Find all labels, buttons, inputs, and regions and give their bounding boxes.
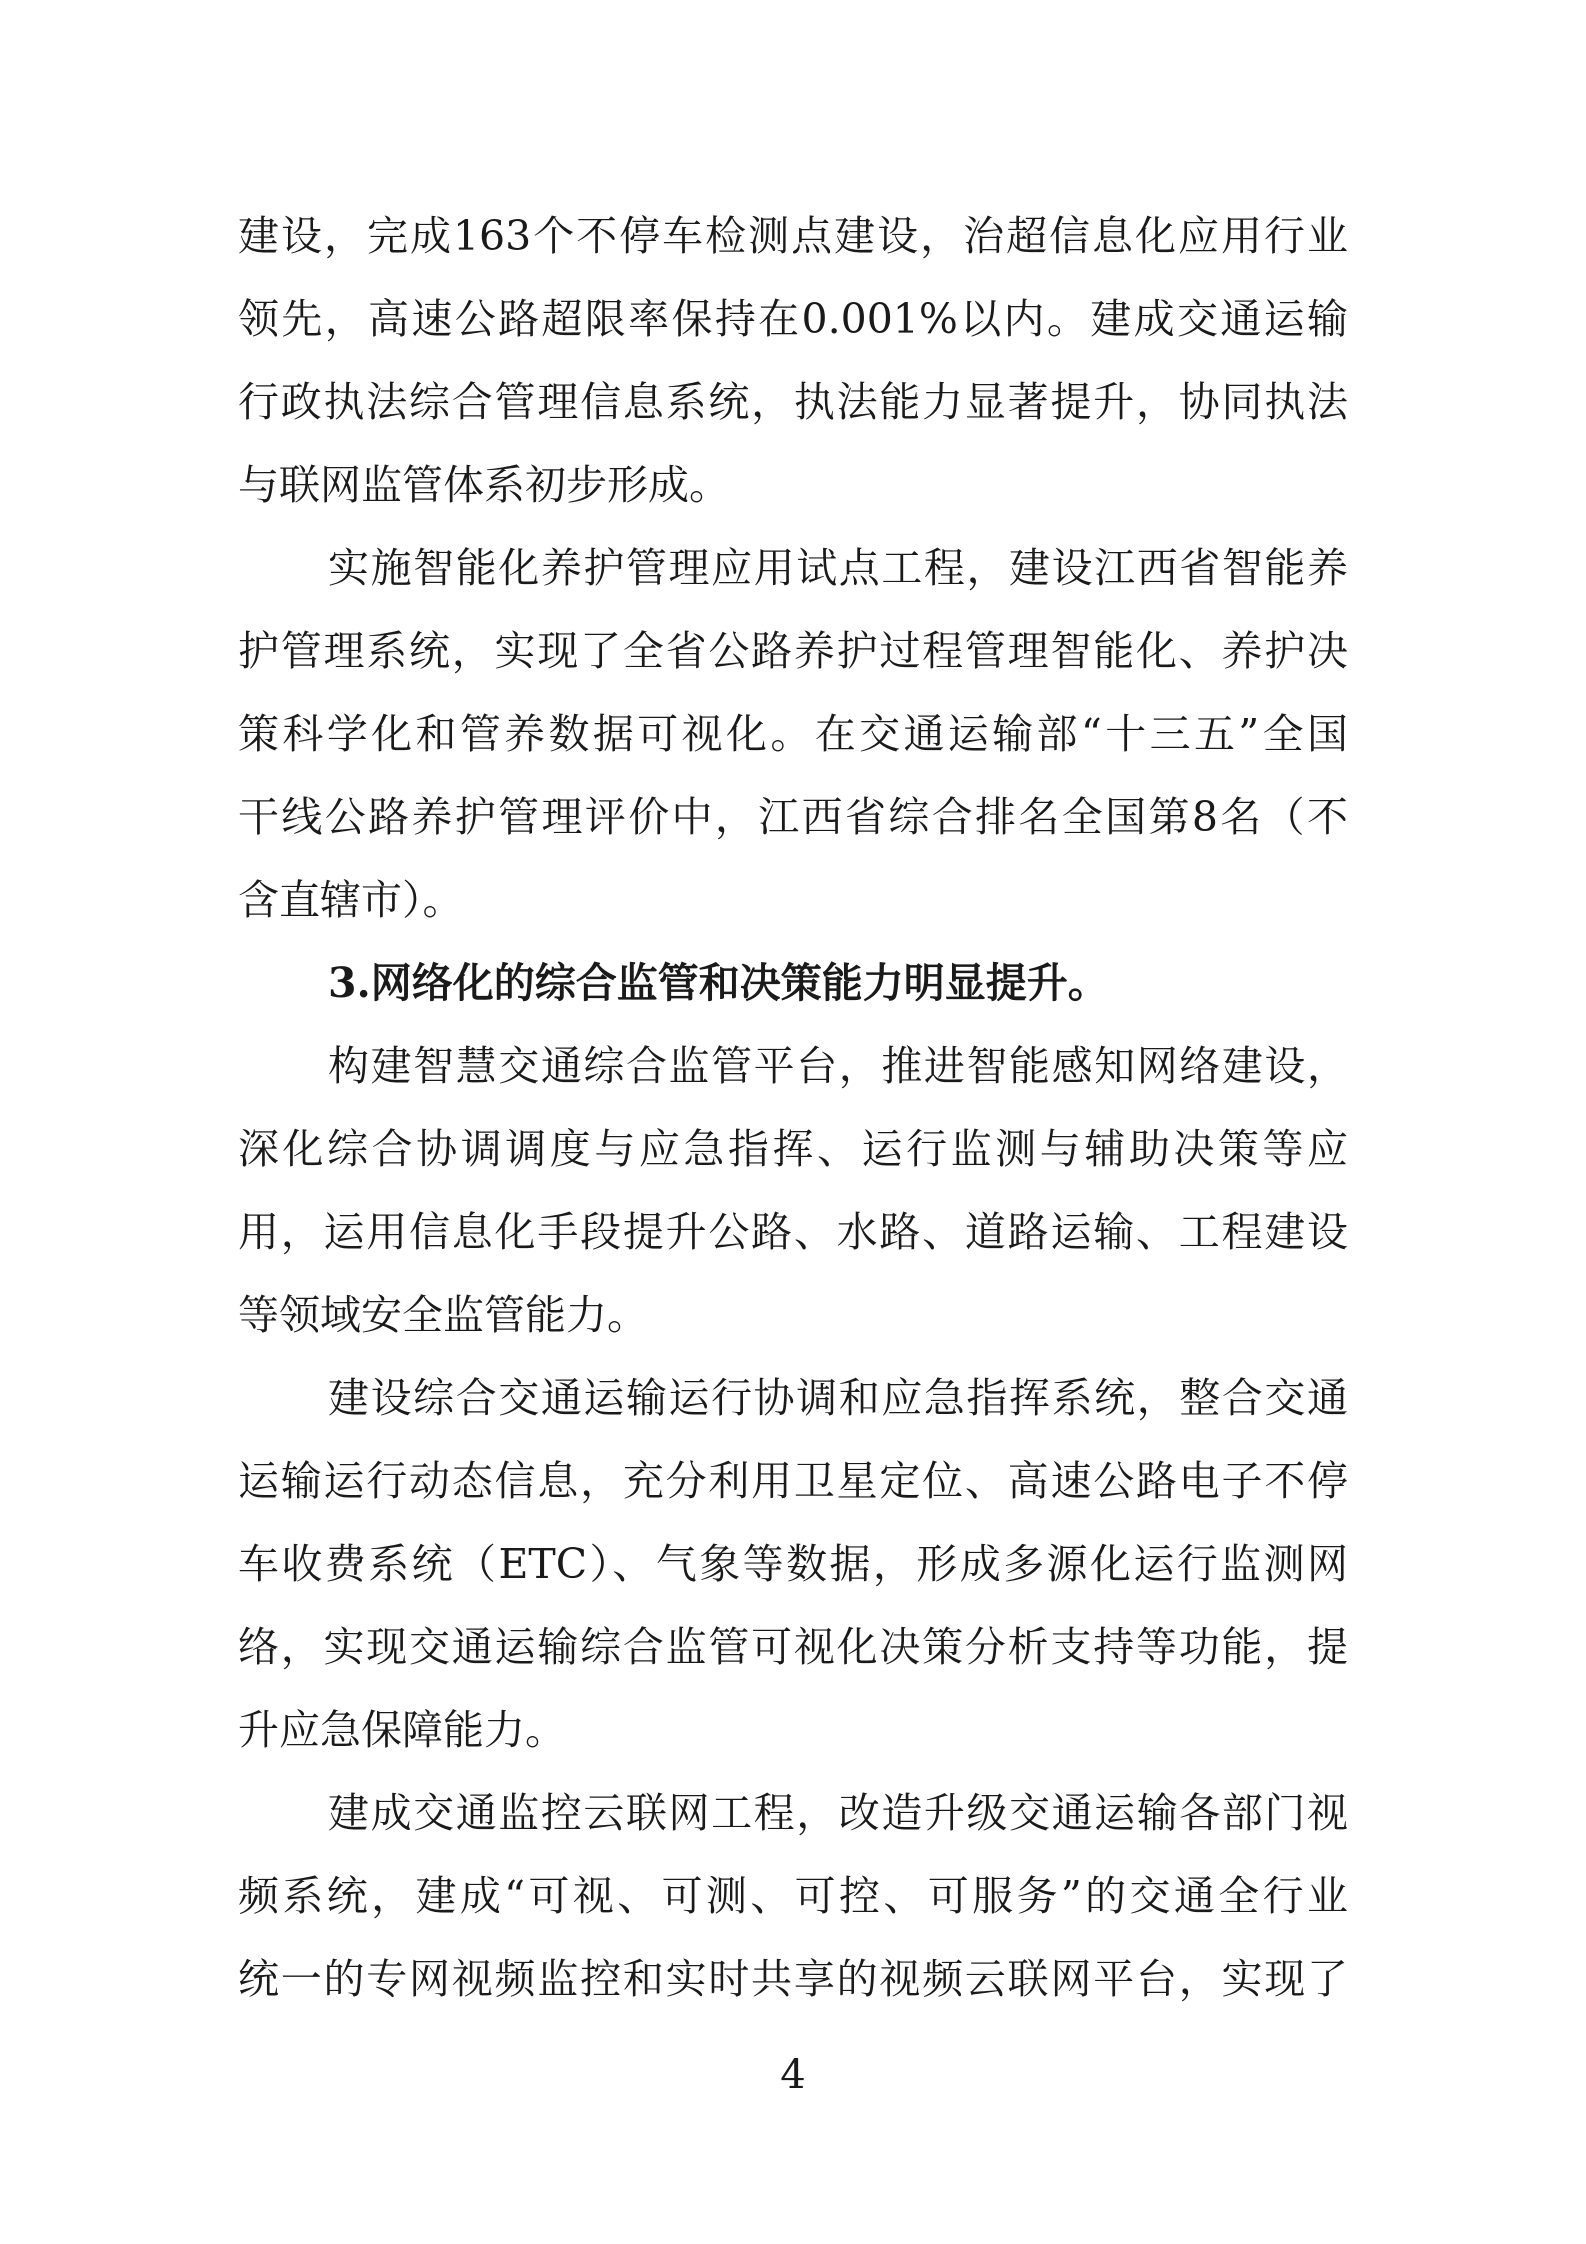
paragraph-line: 建设，完成163个不停车检测点建设，治超信息化应用行业 <box>238 212 1348 260</box>
page-number: 4 <box>780 2052 806 2098</box>
paragraph-line: 行政执法综合管理信息系统，执法能力显著提升，协同执法 <box>238 378 1348 426</box>
paragraph-line: 领先，高速公路超限率保持在0.001%以内。建成交通运输 <box>238 295 1348 343</box>
paragraph-line: 升应急保障能力。 <box>238 1706 566 1754</box>
paragraph-line: 策科学化和管养数据可视化。在交通运输部“十三五”全国 <box>238 710 1348 758</box>
paragraph-line: 深化综合协调调度与应急指挥、运行监测与辅助决策等应 <box>238 1125 1348 1173</box>
paragraph-line: 含直辖市）。 <box>238 876 464 924</box>
paragraph-line: 与联网监管体系初步形成。 <box>238 461 730 509</box>
paragraph-line: 统一的专网视频监控和实时共享的视频云联网平台，实现了 <box>238 1955 1348 2003</box>
paragraph-line: 构建智慧交通综合监管平台，推进智能感知网络建设， <box>328 1042 1348 1090</box>
paragraph-line: 车收费系统（ETC）、气象等数据，形成多源化运行监测网 <box>238 1540 1348 1588</box>
paragraph-line: 用，运用信息化手段提升公路、水路、道路运输、工程建设 <box>238 1208 1348 1256</box>
paragraph-line: 实施智能化养护管理应用试点工程，建设江西省智能养 <box>328 544 1348 592</box>
paragraph-line: 干线公路养护管理评价中，江西省综合排名全国第8名（不 <box>238 793 1348 841</box>
paragraph-line: 等领域安全监管能力。 <box>238 1291 648 1339</box>
section-heading: 3.网络化的综合监管和决策能力明显提升。 <box>328 959 1109 1007</box>
paragraph-line: 运输运行动态信息，充分利用卫星定位、高速公路电子不停 <box>238 1457 1348 1505</box>
paragraph-line: 建成交通监控云联网工程，改造升级交通运输各部门视 <box>328 1789 1348 1837</box>
paragraph-line: 络，实现交通运输综合监管可视化决策分析支持等功能，提 <box>238 1623 1348 1671</box>
paragraph-line: 频系统，建成“可视、可测、可控、可服务”的交通全行业 <box>238 1872 1348 1920</box>
paragraph-line: 护管理系统，实现了全省公路养护过程管理智能化、养护决 <box>238 627 1348 675</box>
paragraph-line: 建设综合交通运输运行协调和应急指挥系统，整合交通 <box>328 1374 1348 1422</box>
